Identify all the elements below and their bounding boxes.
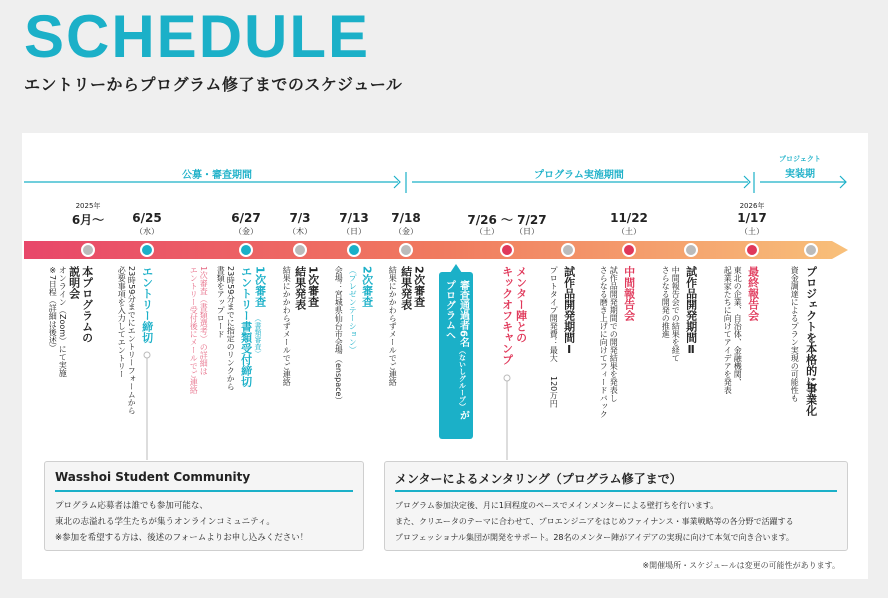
event-screening2-title: 2次審査 [360,266,374,307]
period-program: プログラム実施期間 [534,170,624,181]
event-result2-sub: 結果にかかわらずメールでご連絡 [388,266,398,386]
date-8-dow: （土） [617,227,641,236]
event-screening2-tag: （プレゼンテーション） [348,266,358,354]
date-7-dow-b: （日） [515,227,539,236]
date-3-dow: （金） [234,227,258,236]
event-result1-title-1: 1次審査 [306,266,320,307]
event-final-sub-1: 東北の企業、自治体、金融機関、 [733,266,743,386]
event-dev1-sub-1: プロトタイプ開発費：最大 [549,266,559,362]
event-final-title: 最終報告会 [746,266,760,321]
date-1: 6月～ [71,213,105,227]
milestone-dot [239,243,253,257]
event-screening1-title: 1次審査 [253,266,267,307]
event-screening1-tag: （書類審査） [254,315,263,357]
event-info-session-title-2: 説明会 [67,266,81,299]
date-4: 7/3 [289,211,311,225]
event-midreport-sub-2: さらなる磨き上げに向けてフィードバック [599,266,609,418]
date-4-dow: （木） [288,227,312,236]
date-5-dow: （日） [342,227,366,236]
period-project: 実装期 [785,169,815,180]
event-dev1-sub-2: 120万円 [549,376,559,408]
event-entry-deadline-title: エントリー締切 [140,266,154,343]
event-info-session-sub-2: ※7日程（詳細は後述） [48,266,58,353]
event-screening2-sub-2: （enspace） [334,355,344,405]
date-1-year: 2025年 [75,202,101,210]
milestone-dot [500,243,514,257]
event-screening1-note-1: 1次審査（書類選考）の詳細は [199,266,209,376]
footnote: ※開催場所・スケジュールは変更の可能性があります。 [642,561,840,570]
date-2-dow: （水） [135,227,159,236]
event-result1-sub: 結果にかかわらずメールでご連絡 [282,266,292,386]
event-screening1-deadline: エントリー書類受付締切 [239,266,253,387]
event-midreport-sub-1: 試作品開発期間での開発結果を発表し [609,266,619,402]
period-recruit: 公募・審査期間 [182,170,252,181]
callout-passers [439,272,473,439]
event-business-title-2: 事業化 [804,383,818,416]
date-9-dow: （土） [740,227,764,236]
event-result2-title-1: 2次審査 [412,266,426,307]
date-7: 7/26 ～ 7/27 [467,213,547,227]
callout-line-1: 審査通過者6名（ないしグループ）が [457,280,469,420]
milestone-dot [745,243,759,257]
date-8: 11/22 [610,211,648,225]
date-6: 7/18 [391,211,421,225]
milestone-dot [140,243,154,257]
milestone-dot [399,243,413,257]
date-6-dow: （金） [394,227,418,236]
mentoring-card-body: プログラム参加決定後、月に1回程度のペースでメインメンターによる壁打ちを行います。 また、クリエータのテーマに合わせて、プロエンジニアをはじめファイナンス・事業戦略等の各分野で活躍する プロフェッショナル集団が開発をサポート。28名のメンター陣がアイデアの実現に向けて本気で向き合います。 [395,501,794,542]
event-final-sub-2: 起業家たちに向けてアイデアを発表 [723,266,733,394]
event-kickoff-title-2: キックオフキャンプ [500,266,514,365]
date-9: 1/17 [737,211,767,225]
event-info-session-title-1: 本プログラムの [80,266,94,343]
page-subtitle: エントリーからプログラム修了までのスケジュール [24,75,403,94]
date-3: 6/27 [231,211,261,225]
date-7-dow-a: （土） [475,227,499,236]
event-dev2-title: 試作品開発期間Ⅱ [684,266,698,356]
date-9-year: 2026年 [739,202,765,210]
milestone-dot [347,243,361,257]
event-dev2-sub-2: さらなる開発の推進 [661,266,671,338]
event-screening2-sub-1: 会場：宮城県仙台市会場 [334,266,344,354]
community-card-title: Wasshoi Student Community [55,470,251,484]
milestone-dot [293,243,307,257]
date-2: 6/25 [132,211,162,225]
milestone-dot [684,243,698,257]
event-screening1-sub-1: 23時59分までに指定のリンクから [226,266,236,391]
page-title: SCHEDULE [24,3,371,70]
milestone-dot [804,243,818,257]
mentoring-card [384,461,848,551]
milestone-dot [622,243,636,257]
event-entry-deadline-sub-1: 23時59分までにエントリーフォームから [127,266,137,415]
event-result1-title-2: 結果発表 [293,266,307,310]
mentoring-card-title: メンターによるメンタリング（プログラム修了まで） [395,472,682,486]
date-5: 7/13 [339,211,369,225]
event-dev2-sub-1: 中間報告会での結果を経て [671,266,681,362]
event-dev1-title: 試作品開発期間Ⅰ [562,266,576,356]
milestone-dot [561,243,575,257]
event-screening1-note-2: エントリー受付後にメールでご連絡 [189,266,199,394]
event-info-session-sub-1: オンライン（Zoom）にて実施 [58,266,68,378]
callout-line-2: プログラムへ [443,280,455,340]
event-screening1-sub-2: 書類をアップロード [216,266,226,338]
milestone-dot [81,243,95,257]
event-business-title-1: プロジェクトを本格的に [804,266,818,387]
event-business-sub: 資金調達によるプラン実現の可能性も [790,266,800,402]
event-midreport-title: 中間報告会 [622,266,636,321]
community-card [44,461,364,551]
event-result2-title-2: 結果発表 [399,266,413,310]
period-project-top: プロジェクト [779,155,821,163]
event-entry-deadline-sub-2: 必要事項を入力してエントリー [117,266,127,378]
event-kickoff-title-1: メンター陣との [514,266,528,343]
community-card-body: プログラム応募者は誰でも参加可能な、 東北の志溢れる学生たちが集うオンラインコミュニティ。 ※参加を希望する方は、後述のフォームよりお申し込みください！ [55,501,309,543]
